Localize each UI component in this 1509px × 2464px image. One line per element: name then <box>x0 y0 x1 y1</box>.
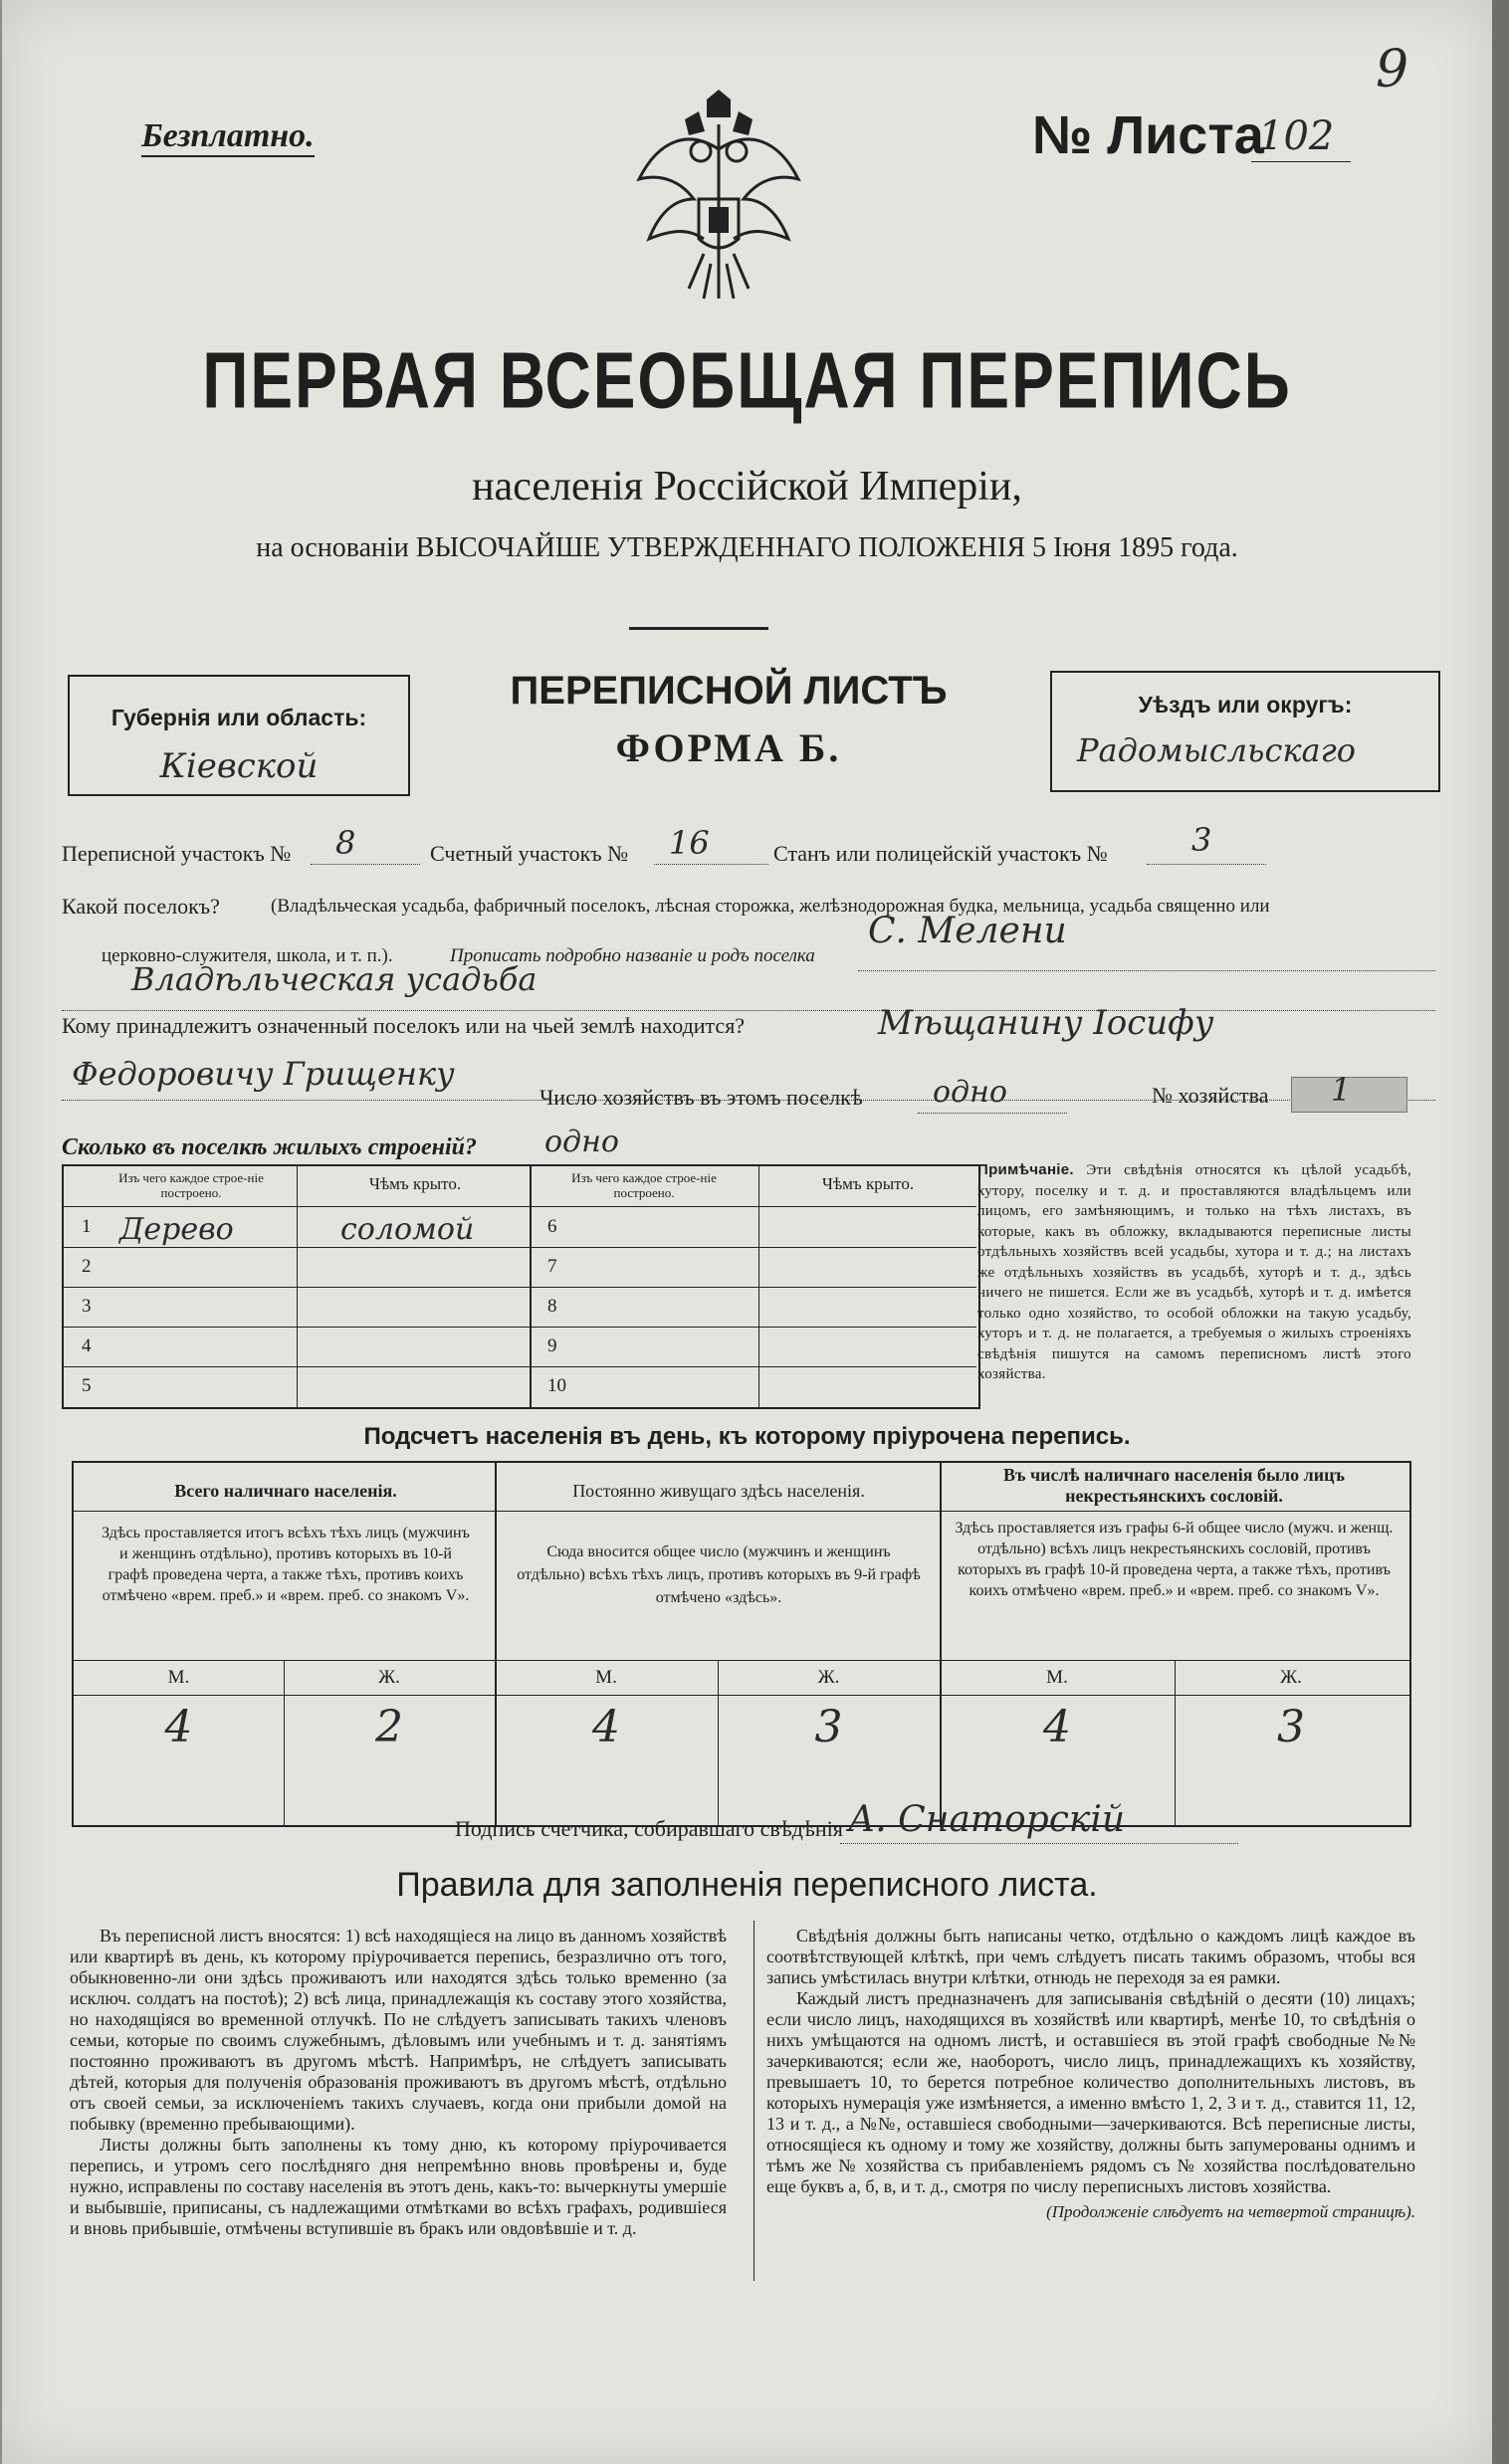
settlement-hint-continued: церковно-служителя, школа, и т. п.). <box>102 945 393 966</box>
households-label: Число хозяйствъ въ этомъ поселкѣ <box>539 1085 863 1110</box>
row-roof: соломой <box>340 1212 475 1247</box>
pop-col3-m-value: 4 <box>1043 1702 1071 1752</box>
stan-label: Станъ или полицейскій участокъ № <box>773 841 1108 866</box>
owner-value-2: Федоровичу Грищенку <box>72 1055 455 1093</box>
page-edge <box>1492 0 1509 2464</box>
buildings-value: одно <box>544 1125 619 1159</box>
pop-mz-line <box>74 1695 1409 1696</box>
settlement-label: Какой поселокъ? <box>62 894 220 919</box>
count-district-value: 16 <box>669 824 710 862</box>
uezd-value: Радомысльскаго <box>1077 731 1357 769</box>
pop-col3-title: Въ числѣ наличнаго населенія было лицъ некрестьянскихъ сословій. <box>1003 1465 1345 1506</box>
page-number: 9 <box>1376 40 1409 100</box>
sheet-number-label: № Листа <box>1032 105 1264 165</box>
pop-col3-zh-value: 3 <box>1277 1702 1305 1752</box>
pop-col-line <box>940 1461 942 1827</box>
sheet-number-value: 102 <box>1258 113 1335 159</box>
gubernia-label: Губернія или область: <box>110 705 367 730</box>
pop-col2-zh-value: 3 <box>814 1702 843 1752</box>
page-subtitle: населенія Россійской Имперіи, <box>472 464 1022 510</box>
settlement-line-2 <box>62 1010 1435 1011</box>
pop-col1-desc: Здѣсь проставляется итогъ всѣхъ тѣхъ лицъ (мужчинъ и женщинъ отдѣльно), противъ которыхъ въ 10-й графѣ проведена черта, а также тѣхъ, противъ коихъ отмѣчено «врем. преб.» и «врем. преб. со знакомъ V». <box>102 1525 470 1604</box>
pop-col1-m-value: 4 <box>164 1702 193 1752</box>
rules-left-paragraph: Въ переписной листъ вносятся: 1) всѣ находящіеся на лицо въ данномъ хозяйствѣ или квартирѣ въ день, къ которому пріурочивается перепись, безразлично отъ того, обыкновенно-ли они здѣсь проживаютъ или находятся здѣсь только временно (за исключ. солдатъ на постоѣ); 2) всѣ лица, принадлежащія къ составу этого хозяйства, но находящіяся во временной отлучкѣ. По не слѣдуетъ записывать такихъ членовъ семьи, которые по своимъ служебнымъ, дѣловымъ или учебнымъ и т. д. занятіямъ постоянно проживаютъ въ другомъ мѣстѣ. Напримѣръ, не слѣдуетъ записывать дѣтей, которыя для полученія образованія проживаютъ въ другомъ мѣстѣ, отдѣльно отъ своей семьи, за исключеніемъ такихъ случаевъ, когда они прибыли домой на побывку (временно пребывающими). <box>70 1926 727 2134</box>
rules-right-paragraph: Свѣдѣнія должны быть написаны четко, отдѣльно о каждомъ лицѣ каждое въ соотвѣтствующей клѣткѣ, при чемъ слѣдуетъ писать такимъ образомъ, чтобы вся запись умѣстилась внутри клѣтки, отнюдь не переходя за ея рамки. <box>766 1926 1415 1987</box>
count-district-line <box>654 864 768 865</box>
row-line <box>530 1287 976 1288</box>
pop-header-line <box>74 1511 1409 1512</box>
pop-col1-m-label: М. <box>167 1667 190 1688</box>
households-line <box>918 1113 1067 1114</box>
row-number: 5 <box>82 1375 92 1396</box>
note-block <box>977 1160 1411 1385</box>
settlement-value-1: С. Мелени <box>868 911 1067 951</box>
pop-col2-desc: Сюда вносится общее число (мужчинъ и женщинъ отдѣльно) всѣхъ тѣхъ лицъ, противъ которыхъ въ 9-й графѣ отмѣчено «здѣсь». <box>517 1543 921 1606</box>
census-district-value: 8 <box>335 824 356 862</box>
pop-col2-m-label: М. <box>595 1667 617 1688</box>
row-line <box>64 1366 530 1367</box>
coat-of-arms-icon <box>619 90 818 318</box>
note-text: Эти свѣдѣнія относятся къ цѣлой усадьбѣ, хутору, поселку и т. д. и проставляются владѣльцемъ или лицомъ, его замѣняющимъ, и только на тѣхъ листахъ, въ которые, какъ въ обложку, вкладываются переписные листы отдѣльныхъ хозяйствъ всей усадьбы, хутора и т. д.; на листахъ же отдѣльныхъ хозяйствъ въ усадьбѣ, хуторѣ и т. д., здѣсь ничего не пишется. Если же въ усадьбѣ, хуторѣ и т. д. имѣется только одно хозяйство, то особой обложки на такую усадьбу, хуторъ и т. д. не полагается, а требуемыя о жилыхъ строеніяхъ свѣдѣнія пишутся на самомъ переписномъ листѣ этого хозяйства. <box>977 1162 1411 1382</box>
right-col-material-header: Изъ чего каждое строе-ніе построено. <box>571 1170 717 1200</box>
pop-col3-m-label: М. <box>1046 1667 1068 1688</box>
census-district-label: Переписной участокъ № <box>62 841 292 866</box>
sheet-number-underline <box>1251 161 1351 162</box>
free-label: Безплатно. <box>141 117 315 157</box>
table-col-line <box>297 1164 298 1407</box>
pop-col3-desc: Здѣсь проставляется изъ графы 6-й общее число (мужч. и женщ. отдѣльно) всѣхъ лицъ некрестьянскихъ сословій, противъ которыхъ въ графѣ 10-й проведена черта, а также тѣхъ, противъ коихъ отмѣчено «врем. преб.» и «врем. преб. со знакомъ V». <box>955 1520 1394 1599</box>
signature-label: Подпись счетчика, собиравшаго свѣдѣнія <box>455 1816 843 1841</box>
pop-col2-title: Постоянно живущаго здѣсь населенія. <box>572 1481 865 1501</box>
population-table <box>72 1461 1411 1827</box>
row-line <box>64 1287 530 1288</box>
row-number: 7 <box>547 1256 557 1277</box>
buildings-table-divider <box>530 1164 532 1407</box>
signature-line <box>840 1843 1238 1844</box>
owner-value-1: Мѣщанину Іосифу <box>878 1003 1214 1043</box>
row-material: Дерево <box>119 1212 234 1247</box>
rules-right-column <box>766 1926 1415 2222</box>
households-value: одно <box>933 1075 1007 1110</box>
row-line <box>64 1327 530 1328</box>
owner-label: Кому принадлежитъ означенный поселокъ или на чьей землѣ находится? <box>62 1013 746 1038</box>
row-line <box>530 1366 976 1367</box>
stan-line <box>1147 864 1266 865</box>
settlement-value-2: Владѣльческая усадьба <box>131 960 538 998</box>
row-number: 8 <box>547 1296 557 1317</box>
count-district-label: Счетный участокъ № <box>430 841 629 866</box>
right-col-roof-header: Чѣмъ крыто. <box>821 1174 915 1193</box>
pop-col1-zh-label: Ж. <box>378 1667 400 1688</box>
pop-col-line <box>495 1461 497 1827</box>
row-number: 1 <box>82 1216 92 1237</box>
uezd-label: Уѣздъ или округъ: <box>1138 692 1353 718</box>
settlement-hint: (Владѣльческая усадьба, фабричный поселокъ, лѣсная сторожка, желѣзнодорожная будка, мельница, усадьба священно или <box>271 896 1270 917</box>
settlement-instruction: Прописать подробно названіе и родъ поселка <box>450 945 815 966</box>
rules-continuation: (Продолженіе слѣдуетъ на четвертой страницѣ). <box>1046 2202 1415 2221</box>
row-line <box>530 1327 976 1328</box>
row-number: 4 <box>82 1335 92 1356</box>
table-col-line <box>758 1164 759 1407</box>
rules-title: Правила для заполненія переписного листа. <box>396 1866 1098 1904</box>
legal-basis: на основаніи ВЫСОЧАЙШЕ УТВЕРЖДЕННАГО ПОЛОЖЕНІЯ 5 Іюня 1895 года. <box>256 532 1238 563</box>
form-title: ПЕРЕПИСНОЙ ЛИСТЪ <box>510 669 948 713</box>
row-number: 9 <box>547 1335 557 1356</box>
rules-left-column <box>70 1926 727 2239</box>
signature-value: А. Снаторскій <box>848 1799 1126 1840</box>
census-district-line <box>311 864 420 865</box>
row-number: 3 <box>82 1296 92 1317</box>
household-number-value: 1 <box>1331 1071 1352 1109</box>
row-line <box>530 1247 976 1248</box>
pop-desc-line <box>74 1660 1409 1661</box>
stan-value: 3 <box>1191 821 1212 859</box>
household-number-label: № хозяйства <box>1152 1083 1269 1108</box>
pop-col3-zh-label: Ж. <box>1280 1667 1302 1688</box>
bleed-through-left <box>22 149 151 171</box>
note-title: Примѣчаніе. <box>977 1161 1074 1178</box>
census-sheet <box>2 0 1492 2464</box>
row-line <box>64 1247 530 1248</box>
left-col-material-header: Изъ чего каждое строе-ніе построено. <box>118 1170 264 1200</box>
rules-left-paragraph: Листы должны быть заполнены къ тому дню, къ которому пріурочивается перепись, и утромъ сего послѣдняго дня непремѣнно вновь провѣрены и, буде нужно, исправлены по составу населенія въ этотъ день, какъ-то: вычеркнуты умершіе и выбывшіе, приписаны, съ надлежащими отмѣтками во всѣхъ графахъ, родившіеся и вновь прибывшіе, отмѣчены вступившіе въ бракъ или овдовѣвшіе и т. д. <box>70 2135 727 2238</box>
row-number: 6 <box>547 1216 557 1237</box>
form-subtitle: ФОРМА Б. <box>615 725 842 770</box>
pop-col2-zh-label: Ж. <box>817 1667 840 1688</box>
buildings-label: Сколько въ поселкѣ жилыхъ строеній? <box>62 1134 477 1160</box>
row-number: 10 <box>547 1375 566 1396</box>
rules-right-paragraph: Каждый листъ предназначенъ для записыванія свѣдѣній о десяти (10) лицахъ; если число лицъ, находящихся въ хозяйствѣ или квартирѣ, менѣе 10, то свѣдѣнія о нихъ умѣщаются на одномъ листѣ, и оставшіеся въ этой графѣ свободные №№ зачеркиваются; если же, наоборотъ, число лицъ, принадлежащихъ къ хозяйству, превышаетъ 10, то берется потребное количество дополнительныхъ листовъ, въ которыхъ нумерація уже измѣняется, а именно вмѣсто 1, 2, 3 и т. д., ставится 11, 12, 13 и т. д., а №№, оставшіеся свободными—зачеркиваются. Всѣ переписные листы, относящіеся къ одному и тому же хозяйству, должны быть запумерованы однимъ и тѣмъ же № хозяйства съ прибавленіемъ рядомъ съ № хозяйства послѣдовательно еще буквъ а, б, в, и т. д., смотря по числу переписныхъ листовъ хозяйства. <box>766 1988 1415 2196</box>
page-title: ПЕРВАЯ ВСЕОБЩАЯ ПЕРЕПИСЬ <box>202 335 1292 425</box>
gubernia-value: Кіевской <box>159 746 319 786</box>
title-divider <box>629 627 768 630</box>
table-header-line <box>64 1206 976 1207</box>
pop-col2-m-value: 4 <box>592 1702 620 1752</box>
settlement-line-1 <box>858 970 1435 971</box>
left-col-roof-header: Чѣмъ крыто. <box>368 1174 462 1193</box>
pop-col1-zh-value: 2 <box>375 1702 403 1752</box>
population-heading: Подсчетъ населенія въ день, къ которому пріурочена перепись. <box>363 1423 1131 1450</box>
row-number: 2 <box>82 1256 92 1277</box>
pop-col1-title: Всего наличнаго населенія. <box>174 1481 397 1501</box>
